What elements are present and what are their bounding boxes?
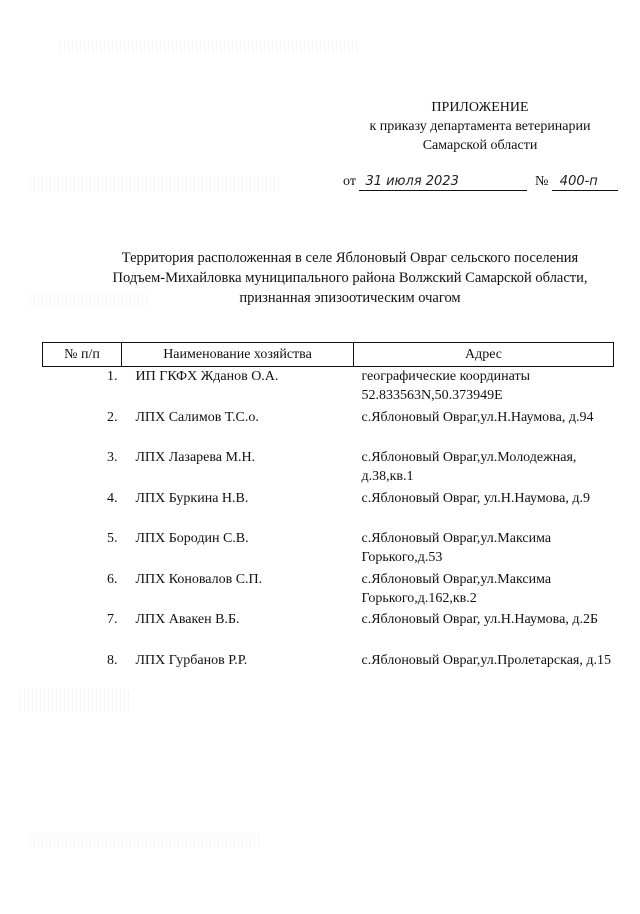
header-number: № п/п	[43, 343, 122, 367]
table-row	[43, 570, 614, 611]
household-name: ЛПХ Лазарева М.Н.	[135, 450, 256, 465]
order-date-number	[343, 174, 618, 191]
row-number: 4.	[107, 490, 118, 506]
handwritten-number: 400-п	[559, 174, 598, 189]
scan-noise	[20, 690, 130, 712]
number-label: №	[534, 174, 549, 189]
households-table	[42, 342, 614, 691]
row-number: 2.	[107, 409, 118, 425]
appendix-line: к приказу департамента ветеринарии	[369, 119, 591, 134]
date-prefix: от	[343, 174, 356, 189]
document-title: Территория расположенная в селе Яблоновый Овраг сельского поселения Подъем-Михайловка муниципального района Волжский Самарской области, признанная эпизоотическим очагом	[112, 250, 588, 306]
row-number: 3.	[107, 450, 118, 465]
household-address: географические координаты 52.833563N,50.373949E	[361, 369, 531, 403]
table-row	[43, 408, 614, 449]
household-address: с.Яблоновый Овраг, ул.Н.Наумова, д.2Б	[361, 612, 598, 627]
handwritten-date: 31 июля 2023	[365, 174, 459, 189]
number-field	[552, 174, 618, 191]
header-address: Адрес	[354, 343, 614, 367]
appendix-header	[360, 98, 600, 155]
table-row	[43, 529, 614, 570]
date-field	[359, 174, 527, 191]
scan-noise	[30, 178, 280, 192]
table-header-row	[43, 343, 614, 367]
household-address: с.Яблоновый Овраг,ул.Максима Горького,д.162,кв.2	[361, 571, 552, 606]
household-address: с.Яблоновый Овраг,ул.Молодежная, д.38,кв.1	[361, 450, 577, 484]
household-name: ЛПХ Салимов Т.С.о.	[135, 409, 259, 425]
row-number: 6.	[107, 571, 118, 587]
table-row	[43, 489, 614, 530]
table-row	[43, 367, 614, 408]
household-name: ЛПХ Коновалов С.П.	[135, 571, 263, 587]
appendix-title: ПРИЛОЖЕНИЕ	[431, 100, 529, 115]
household-name: ЛПХ Бородин С.В.	[135, 531, 249, 546]
header-name: Наименование хозяйства	[122, 343, 354, 367]
row-number: 1.	[107, 369, 118, 384]
household-address: с.Яблоновый Овраг,ул.Максима Горького,д.53	[361, 531, 552, 565]
household-name: ЛПХ Авакен В.Б.	[135, 612, 240, 627]
table-row	[43, 651, 614, 692]
scan-noise	[30, 835, 260, 847]
table-row	[43, 448, 614, 489]
household-name: ИП ГКФХ Жданов О.А.	[135, 369, 279, 384]
household-name: ЛПХ Буркина Н.В.	[135, 490, 249, 506]
household-address: с.Яблоновый Овраг, ул.Н.Наумова, д.9	[361, 490, 590, 506]
appendix-line: Самарской области	[422, 138, 538, 153]
table-row	[43, 610, 614, 651]
row-number: 8.	[107, 652, 118, 668]
scan-noise	[60, 40, 360, 52]
household-address: с.Яблоновый Овраг,ул.Н.Наумова, д.94	[361, 409, 594, 425]
row-number: 5.	[107, 531, 118, 546]
row-number: 7.	[107, 612, 118, 627]
household-name: ЛПХ Гурбанов Р.Р.	[135, 652, 248, 668]
household-address: с.Яблоновый Овраг,ул.Пролетарская, д.15	[361, 652, 611, 668]
